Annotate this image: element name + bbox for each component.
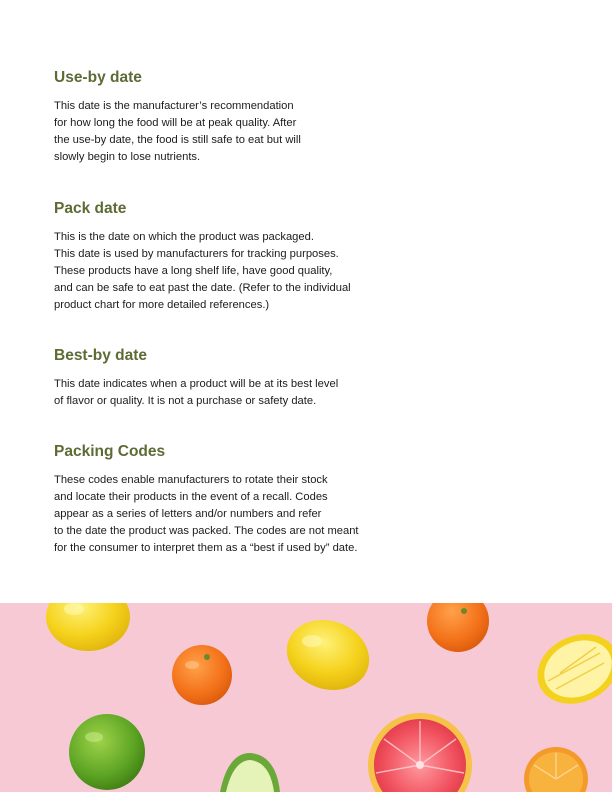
heading-use-by-date: Use-by date <box>54 69 142 86</box>
lime-bottom-left <box>69 714 145 790</box>
section-best-by-date <box>54 346 338 410</box>
citrus-illustration <box>0 603 612 792</box>
orange-top-right <box>427 603 489 652</box>
section-packing-codes <box>54 442 359 557</box>
paragraph-best-by-date: This date indicates when a product will be at its best level of flavor or quality. It is not a purchase or safety date. <box>54 378 339 407</box>
paragraph-use-by-date: This date is the manufacturer’s recommendation for how long the food will be at peak quality. After the use-by date, the food is still safe to eat but will slowly begin to lose nutrients. <box>54 100 301 163</box>
orange-half-bottom-right <box>524 747 588 792</box>
heading-best-by-date: Best-by date <box>54 347 148 364</box>
section-pack-date <box>54 199 351 314</box>
section-use-by-date <box>54 68 301 166</box>
paragraph-pack-date: This is the date on which the product was packaged. This date is used by manufacturers for tracking purposes. These products have a long shelf life, have good quality, and can be safe to eat past the date. (Refer to the individual product chart for more detailed references.) <box>54 231 351 311</box>
lime-wedge-bottom <box>220 753 280 792</box>
grapefruit-half <box>368 713 472 792</box>
heading-pack-date: Pack date <box>54 200 127 217</box>
lemon-top-left <box>46 603 130 651</box>
lemon-center <box>277 609 379 702</box>
mandarin-center-left <box>172 645 232 705</box>
paragraph-packing-codes: These codes enable manufacturers to rotate their stock and locate their products in the event of a recall. Codes appear as a series of letters and/or numbers and refer to the date the product was packed. The codes are not meant for the consumer to interpret them as a “best if used by” date. <box>54 474 359 554</box>
citrus-fruit-photo <box>0 603 612 792</box>
heading-packing-codes: Packing Codes <box>54 443 166 460</box>
lemon-half-right <box>526 621 612 716</box>
